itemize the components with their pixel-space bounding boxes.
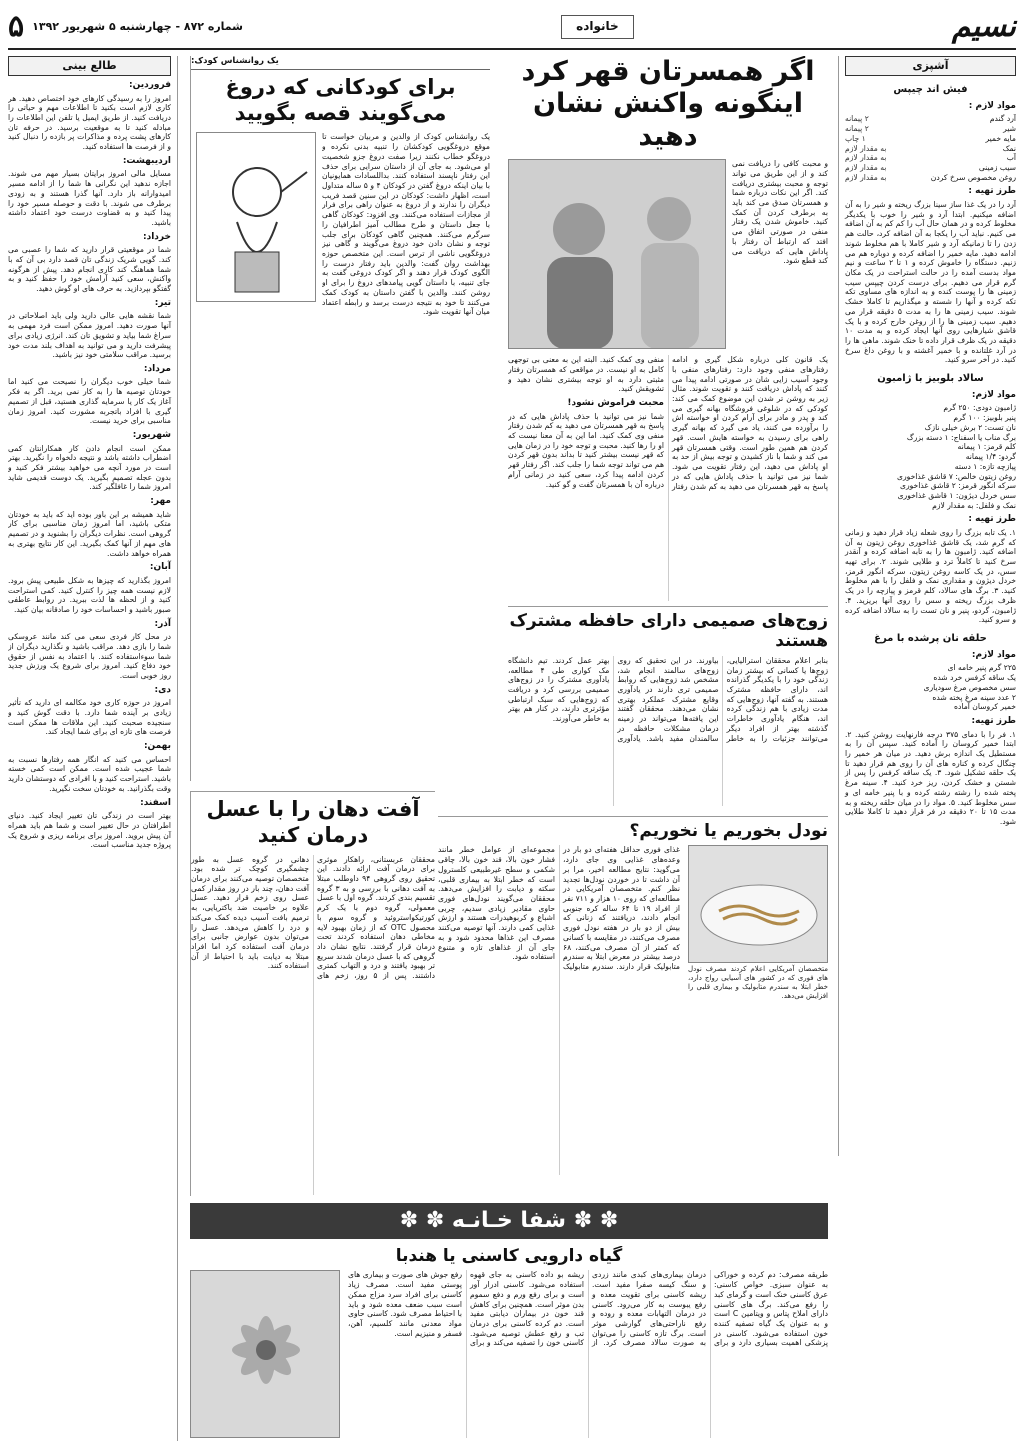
sign-text: احساس می کنید که انگار همه رفتارها نسبت به شما عجیب شده است. ممکن است کمی خسته باشید. استراحت کنید و با افرادی که دوستشان دارید وقت بگذرانید. به خودتان سخت نگیرید. (8, 754, 171, 793)
ingredient-name: مایه خمیر (985, 133, 1016, 143)
ingredient-name: روغن مخصوص سرخ کردن (930, 172, 1016, 182)
couple-photo-graphic (509, 159, 725, 349)
main-article-lead: و محبت کافی را دریافت نمی کند و از این طریق می تواند توجه و محبت بیشتری دریافت کند. اگر این نکات درباره شما و همسرتان صدق می کند باید به برطرف کردن آن کمک کنید. خاموش شدن یک رفتار منفی در صورتی اتفاق می افتد که ارتباط آن رفتار با پاداش هایی که دریافت می کند قطع شود. (732, 159, 828, 266)
ingredient-name: آرد گندم (989, 114, 1016, 124)
middle-region (190, 56, 828, 1443)
children-article-title[interactable]: برای کودکانی که دروغ می‌گویند قصه بگویید (225, 74, 456, 126)
page-number: ۵ (8, 8, 25, 44)
noodle-article (438, 816, 828, 1196)
ingredient-qty: ۱ چاپ (845, 133, 866, 143)
ingredient-item: ژامبون دودی: ۲۵۰ گرم (943, 403, 1016, 413)
ingredient-row (845, 173, 1016, 183)
ingredient-item: پنیر بلوبیز: ۱۰۰ گرم (953, 413, 1016, 423)
children-article-body: یک روانشناس کودک از والدین و مربیان خواست تا موقع دروغگویی کودکشان را تنبیه بدنی نکرده و دروغگو خطاب نکنند زیرا صفت دروغ جزو شخصیت او می‌شود. به جای آن از داستان سرایی برای حذف این رفتار ناپسند استفاده کنند. بداللسادات همایونیان با بیان اینکه دروغ گفتن در کودکان ۴ و ۵ ساله متداول است، اظهار داشت: کودکان در این سنین قصد فریب دیگران را ندارند و از دروغ به عنوان راهی برای فرار از مجازات استفاده می‌کنند. وی افزود: کودکان گاهی با جعل داستان و طرح مطالب آمیز اطرافیان را سرگرم می‌کنند. همچنین گاهی کودکان برای جلب توجه و نشان دادن خود دروغ می‌گویند و گاهی نیز دروغگویی ناشی از ترس است. این متخصص حوزه بهداشت روان گفت: والدین باید رفتار درست را الگوی کودک قرار دهند و اگر کودک دروغی گفت به جای تنبیه، با داستان گویی پیامدهای دروغ را برای او روشن کنند. والدین با گفتن داستان به کودک کمک می‌کنند تا خود به نتیجه درست برسد و رابطه اعتماد میان آنها تقویت شود. (322, 132, 490, 317)
ingredient-item: سس خردل دیژون: ۱ قاشق غذاخوری (897, 490, 1016, 500)
sign-text: شما خیلی خوب دیگران را نصیحت می کنید اما خودتان توصیه ها را به کار نمی برید. اگر به فکر آغاز یک کار یا سرمایه گذاری هستید، قبل از تصمیم گیری با افراد باتجربه مشورت کنید. امروز زمان مناسبی برای خرید نیست. (8, 377, 171, 426)
sign-text: امروز در حوزه کاری خود مکالمه ای دارید که تأثیر زیادی بر آینده شما دارد. با دقت گوش کنید و سنجیده صحبت کنید. این ملاقات ها ممکن است فرصت های تازه ای برای شما ایجاد کند. (8, 698, 171, 737)
dish1-ingredients-label: مواد لازم : (968, 100, 1016, 111)
shafa-khaneh-row (190, 1270, 828, 1438)
dish3-method-label: طرز تهیه: (971, 715, 1016, 726)
dish1-method: آرد را در یک غذا ساز سینا بزرگ ریخته و شیر را به آن اضافه میکنیم. ابتدا آرد و شیر را خوب با یکدیگر مخلوط کرده و در همان حال آب را کم کم به آن اضافه می کنیم. نباید آب را یکجا به آن اضافه کرد، حالت هم زدن را تا زمانیکه آرد و شیر کاملا با هم مخلوط شوند ادامه دهید. مایه خمیر را اضافه کرده و دوباره هم می زنیم. دستگاه را خاموش کرده و ۱ تا ۲ ساعت و نیم مواد بدست آمده را در حالت استراحت در یک مکان گرم قرار می دهیم. برای درست کردن چیپس سیب زمینی ها را پوست کنده و به اندازه های مساوی تکه تکه کرده و آنها را شسته و میگذاریم تا کاملا خشک شوند. سیب زمینی ها را به مدت ۵ دقیقه قرار می دهیم. سیب زمینی ها را از روغن خارج کرده و با یک قاشق شیارهایی روی آنها ایجاد کرده و به مدت ۱۰ دقیقه در یک ظرف قرار داده تا خنک شوند. ماهی ها را در آرد غلتانده و با خمیر آغشته و با روغن داغ سرخ کنید. در آخر سرو کنید. (845, 199, 1016, 365)
ingredient-item: ۲۲۵ گرم پنیر خامه ای (947, 663, 1016, 673)
noodle-photo (688, 845, 828, 963)
dish1-title: فیش اند چیپس (893, 84, 968, 96)
cooking-header: آشپزی (845, 56, 1016, 76)
main-article-body (508, 355, 828, 601)
ingredient-qty: به مقدار لازم (845, 143, 887, 153)
dish2-title: سالاد بلوبیز با ژامبون (877, 373, 984, 385)
shafa-khaneh-body-wrap (348, 1270, 828, 1438)
ingredient-row (845, 163, 1016, 173)
main-article-subhead: محبت فراموش نشود! (567, 398, 664, 409)
dish2-ingredients-label: مواد لازم: (971, 389, 1016, 400)
children-article (190, 56, 490, 781)
ingredient-row (845, 114, 1016, 124)
newspaper-logo[interactable]: نسیم (951, 8, 1016, 44)
noodle-article-body: غذای فوری حداقل هفته‌ای دو بار در وعده‌های غذایی وی جای دارد، می‌گوید: نتایج مطالعه اخیر، مرا بر آن داشت تا در خوردن نودل‌ها تجدید نظر کنم. متخصصان آمریکایی در مطالعه‌ای که روی ۱۰ هزار و ۷۱۱ نفر از افراد ۱۹ تا ۶۴ ساله کره جنوبی انجام دادند، دریافتند که زنانی که بیش از دو بار در هفته نودل فوری مصرف می‌کنند، در مقایسه با کسانی که کمتر از آن مصرف می‌کنند، ۶۸ درصد بیشتر در معرض ابتلا به سندرم متابولیک قرار دارند. سندرم متابولیک مجموعه‌ای از عوامل خطر مانند فشار خون بالا، قند خون بالا، چاقی شکمی و سطح غیرطبیعی کلسترول است که خطر ابتلا به بیماری قلبی، سکته و دیابت را افزایش می‌دهد. محققان می‌گویند نودل‌های فوری حاوی مقادیر زیادی سدیم، چربی اشباع و کربوهیدرات هستند و ارزش غذایی کمی دارند. آنها توصیه می‌کنند مصرف این غذاها محدود شود و به جای آن از غذاهای تازه و متنوع استفاده شود. (438, 845, 680, 972)
ingredient-item: گردو: ۱/۴ پیمانه (965, 452, 1016, 462)
sign-text: ممکن است انجام دادن کار همکارانتان کمی اضطراب داشته باشد و نتیجه دلخواه را نگیرید. بهتر است در مورد آنچه می خواهید بیشتر فکر کنید و بدون عجله تصمیم بگیرید. یک دوست قدیمی شاید امروز شما را غافلگیر کند. (8, 443, 171, 492)
sign-text: شما نقشه هایی عالی دارید ولی باید اصلاحاتی در آنها صورت دهید. امروز ممکن است فرد مهمی به سراغ شما بیاید و تشویق تان کند. انرژی زیادی برای پیشرفت دارید و می توانید به اهداف بلند مدت خود برسید. مراقب سلامتی خود نیز باشید. (8, 311, 171, 360)
sign-name: فروردین: (129, 80, 171, 91)
ingredient-qty: ۲ پیمانه (845, 114, 869, 124)
ingredient-item: پیازچه تازه: ۱ دسته (954, 461, 1016, 471)
sign-name: مهر: (150, 496, 171, 507)
chicory-photo-graphic (191, 1270, 339, 1438)
ingredient-item: ۲ عدد سینه مرغ پخته شده (932, 692, 1016, 702)
chicory-photo (190, 1270, 340, 1438)
main-article (508, 56, 828, 601)
dish3-title: حلقه نان پرشده با مرغ (874, 633, 987, 645)
child-illustration (196, 132, 316, 302)
shafa-khaneh-banner: ✽ ✽ شفا خـانـه ✽ ✽ (190, 1203, 828, 1239)
memory-article-body: بنابر اعلام محققان استرالیایی، زوج‌ها یا کسانی که بیشتر زمان زندگی خود را با یکدیگر گذرانده اند، دارای حافظه مشترک هستند. به گفته آنها، زوج‌هایی که مدت زیادی با هم زندگی کرده اند، هنگام یادآوری خاطرات گذشته بهتر از افراد دیگر می‌توانند جزئیات را به خاطر بیاورند. در این تحقیق که روی زوج‌های سالمند انجام شد، مشخص شد زوج‌هایی که روابط صمیمی تری دارند در یادآوری وقایع مشترک عملکرد بهتری نشان می‌دهند. محققان گفتند این یافته‌ها می‌تواند در زمینه درمان مشکلات حافظه در سالمندان مفید باشد. یادآوری بهتر عمل کردند. تیم دانشگاه مک کواری طی ۴ مطالعه، یادآوری مشترک را در زوج‌های صمیمی بررسی کرد و دریافت که زوج‌هایی که سبک ارتباطی مؤثرتری دارند، در کنار هم بهتر به خاطر می‌آورند. (508, 655, 828, 743)
sign-text: شما در موقعیتی قرار دارید که شما را عصبی می کند. گویی شریک زندگی تان قصد دارد بی آن که با شما هماهنگ کند کاری انجام دهد. پیش از هرگونه واکنش، سعی کنید آرامش خود را حفظ کنید و به گفتگو بپردازید. به حرف های او گوش دهید. (8, 245, 171, 294)
couple-photo (508, 159, 726, 349)
dish1-ingredients (845, 114, 1016, 182)
sign-name: مرداد: (143, 363, 171, 374)
dish3-ingredients-label: مواد لازم: (971, 649, 1016, 660)
sign-name: آبان: (149, 562, 171, 573)
children-illustration-wrap (196, 132, 316, 781)
children-article-kicker: یک روانشناس کودک: (191, 56, 490, 70)
main-article-top (508, 159, 828, 349)
horoscope-column (8, 56, 178, 1441)
dish2-ingredients (845, 403, 1016, 510)
issue-info (8, 8, 243, 46)
ingredient-name: نمک (1002, 143, 1016, 153)
sign-text: در محل کار فردی سعی می کند مانند عروسکی شما را بازی دهد. مراقب باشید و نگذارید دیگران از شما سوءاستفاده کنند. با اعتماد به نفس از حقوق خود دفاع کنید. امروز برای شروع یک ورزش جدید روز خوبی است. (8, 632, 171, 681)
ingredient-name: سیب زمینی (978, 162, 1016, 172)
section-label: خانواده (561, 15, 634, 38)
ingredient-item: برگ مناب یا اسفناج: ۱ دسته بزرگ (906, 432, 1016, 442)
mouth-article-body-wrap (191, 855, 435, 1195)
shafa-khaneh-body: طریقه مصرف: دم کرده و خوراکی به عنوان سبزی. خواص کاسنی: عرق کاسنی خنک است و گرمای کبد را رفع می‌کند. برگ های کاسنی دارای املاح پتاس و ویتامین C است و به عنوان یک گیاه تصفیه کننده خون استفاده می‌شود. کاسنی در پزشکی اهمیت بسیاری دارد و برای درمان بیماری‌های کبدی مانند زردی و سنگ کیسه صفرا مفید است. ریشه کاسنی برای تقویت معده و رفع یبوست به کار می‌رود. کاسنی در درمان التهابات معده و روده و رفع ناراحتی‌های گوارشی موثر است. برگ تازه کاسنی را می‌توان به صورت سالاد مصرف کرد. از ریشه بو داده کاسنی به جای قهوه استفاده می‌شود. کاسنی ادرار آور است و برای رفع ورم و دفع سموم بدن موثر است. همچنین برای کاهش قند خون در بیماران دیابتی مفید است. دم کرده کاسنی برای درمان تب و رفع عطش توصیه می‌شود. کاسنی خون را تصفیه می‌کند و برای رفع جوش های صورت و بیماری های پوستی مفید است. مصرف زیاد کاسنی برای افراد سرد مزاج ممکن است سبب ضعف معده شود و باید با احتیاط مصرف شود. کاسنی حاوی مواد معدنی مانند کلسیم، آهن، فسفر و منیزیم است. (348, 1270, 828, 1348)
main-article-title[interactable]: اگر همسرتان قهر کرد اینگونه واکنش نشان دهید (521, 56, 815, 152)
cooking-column (838, 56, 1016, 1156)
sign-name: بهمن: (143, 741, 171, 752)
ingredient-item: یک ساقه کرفس خرد شده (933, 673, 1016, 683)
sign-name: آذر: (154, 618, 171, 629)
dish2-method-label: طرز تهیه : (968, 514, 1016, 525)
dish2-method: ۱. یک تابه بزرگ را روی شعله زیاد قرار دهید و زمانی که گرم شد، یک قاشق غذاخوری روغن زیتون به آن اضافه کنید. ژامبون ها را به تابه اضافه کرده و آنقدر سرخ کنید تا کاملاً ترد و طلایی شوند. ۲. برای تهیه سس، در یک کاسه روغن زیتون، سرکه انگور قرمز، خردل دیژون و مقداری نمک و فلفل را با هم مخلوط کنید. ۳. برگ های سالاد، کلم قرمز و پیازچه را در یک ظرف بزرگ ریخته و سس را روی آنها بریزید. ۴. ژامبون، گردو، پنیر و نان تست را به سالاد اضافه کرده و سرو کنید. (845, 527, 1016, 625)
sign-name: دی: (154, 684, 171, 695)
main-article-body-p1: یک قانون کلی درباره شکل گیری و ادامه رفتارهای منفی وجود دارد: رفتارهای منفی با وجود آسیب زایی شان در صورتی ادامه پیدا می کنند که پاداش دریافت کنند و تقویت شوند. مثال زیر به روشن تر شدن این موضوع کمک می کند: کودکی که در شلوغی فروشگاه بهانه گیری می کند و پدر و مادر برای آرام کردن او خواسته اش را برآورده می کنند، یاد می گیرد که بهانه گیری راهی برای رسیدن به خواسته هایش است. قهر کردن هم همین طور است. وقتی همسرتان قهر می کند و شما با ناز کشیدن و توجه بیش از حد به او پاداش می دهید، این رفتار تقویت می شود. شما نیز می توانید با حذف پاداش هایی که در پاسخ به قهر همسرتان می دهید به کم شدن رفتار منفی وی کمک کنید. البته این به معنی بی توجهی کامل به او نیست. در مواقعی که همسرتان رفتار مثبتی دارد به او توجه بیشتری نشان دهید و تشویقش کنید. (508, 355, 828, 491)
noodle-photo-caption: متخصصان آمریکایی اعلام کردند مصرف نودل های فوری که در کشور های آسیایی رواج دارد، خطر ابتلا به سندرم متابولیک و بیماری قلبی را افزایش می‌دهد. (688, 965, 828, 1001)
sign-name: اردیبهشت: (122, 155, 171, 166)
ingredient-item: روغن زیتون خالص: ۷ قاشق غذاخوری (897, 471, 1016, 481)
ingredient-item: سرکه انگور قرمز: ۲ قاشق غذاخوری (900, 481, 1016, 491)
ingredient-qty: به مقدار لازم (845, 162, 887, 172)
noodle-photo-wrap (688, 845, 828, 1175)
sign-text: امروز بگذارید که چیزها به شکل طبیعی پیش برود. لازم نیست همه چیز را کنترل کنید. کمی استراحت کنید و از لحظه ها لذت ببرید. در روابط عاطفی صبور باشید و احساسات خود را صادقانه بیان کنید. (8, 575, 171, 614)
masthead (8, 6, 1016, 50)
content-area (8, 56, 1016, 1441)
sign-text: مسایل مالی امروز برایتان بسیار مهم می شوند. اجازه ندهید این نگرانی ها شما را از ادامه مسیر امیدوارانه باز دارد. آنها گذرا هستند و به زودی برطرف می شوند. با دقت و حوصله مسیر خود را پیدا کنید و به قضاوت درست خود اعتماد داشته باشید. (8, 169, 171, 228)
ingredient-row (845, 144, 1016, 154)
dish3-ingredients (845, 663, 1016, 712)
ingredient-qty: ۲ پیمانه (845, 124, 869, 134)
sign-name: خرداد: (142, 231, 171, 242)
shafa-khaneh-title[interactable]: گیاه دارویی کاسنی یا هندبا (395, 1246, 623, 1266)
sign-text: شاید همیشه بر این باور بوده اید که باید به خودتان متکی باشید، اما امروز زمان مناسبی برای کار گروهی است. نظرات دیگران را بشنوید و در تصمیم های مهم از آنها کمک بگیرید. این کار نتایج بهتری به همراه خواهد داشت. (8, 509, 171, 558)
noodle-article-title[interactable]: نودل بخوریم یا نخوریم؟ (629, 821, 828, 841)
ingredient-item: نمک و فلفل: به مقدار لازم (932, 500, 1016, 510)
horoscope-header: طالع بینی (8, 56, 171, 76)
ingredient-row (845, 134, 1016, 144)
ingredient-qty: به مقدار لازم (845, 172, 887, 182)
issue-date: شماره ۸۷۲ - چهارشنبه ۵ شهریور ۱۳۹۲ (32, 19, 243, 33)
ingredient-name: شیر (1003, 124, 1016, 134)
ingredient-qty: به مقدار لازم (845, 153, 887, 163)
ingredient-item: سس مخصوص مرغ سودیاری (923, 682, 1016, 692)
main-article-body-p2: شما نیز می توانید با حذف پاداش هایی که در پاسخ به قهر همسرتان می دهید به کم شدن رفتار منفی وی کمک کنید. اما این به آن معنا نیست که او را رها کنید. محبت و توجه خود را در زمان هایی که قهر نیست بیشتر کنید تا بداند بدون قهر کردن هم می تواند توجه شما را جلب کند. اگر رفتار قهر کردن ادامه پیدا کرد، سعی کنید در زمانی آرام درباره آن با همسرتان گفت و گو کنید. (508, 411, 664, 489)
memory-article-title[interactable]: زوج‌های صمیمی دارای حافظه مشترک هستند (509, 611, 828, 652)
ingredient-row (845, 124, 1016, 134)
children-article-top (191, 132, 490, 781)
child-illustration-graphic (197, 132, 315, 302)
ingredient-row (845, 153, 1016, 163)
noodle-article-body-wrap (438, 845, 680, 1175)
memory-article (508, 606, 828, 806)
shafa-khaneh-article (190, 1246, 828, 1442)
sign-name: اسفند: (140, 797, 171, 808)
mouth-article-body: محققان عربستانی، راهکار موثری برای درمان آفت ارائه دادند. این تحقیق روی گروهی ۹۴ داوطلب مبتلا به آفت دهانی با بررسی و به ۳ گروه تقسیم بندی کردند. گروه اول با عسل معمولی، گروه دوم با یک کرم کورتیکواستروئید و گروه سوم با محصول OTC که از زمان بهبود لایه مخاطی دهان استفاده کردند تحت درمان قرار گرفتند. نتایج نشان داد گروهی که با عسل درمان شدند سریع تر بهبود یافتند و درد و التهاب کمتری داشتند. پس از ۵ روز، زخم های دهانی در گروه عسل به طور چشمگیری کوچک تر شده بود. متخصصان توصیه می‌کنند برای درمان آفت دهان، چند بار در روز مقدار کمی عسل روی زخم قرار دهید. عسل علاوه بر خاصیت ضد باکتریایی، به ترمیم بافت آسیب دیده کمک می‌کند و درد را کاهش می‌دهد. عسل را می‌توان بدون عوارض جانبی برای درمان آفت استفاده کرد اما افراد مبتلا به دیابت باید با احتیاط از آن استفاده کنند. (191, 854, 435, 981)
noodle-article-row (438, 845, 828, 1175)
sign-text: بهتر است در زندگی تان تغییر ایجاد کنید. دنیای اطرافتان در حال تغییر است و شما هم باید همراه آن پیش بروید. امروز برای برنامه ریزی و شروع یک پروژه جدید مناسب است. (8, 811, 171, 850)
noodle-photo-graphic (689, 845, 827, 963)
sign-name: شهریور: (132, 430, 171, 441)
mouth-article (190, 791, 435, 1196)
mouth-article-title[interactable]: آفت دهان را با عسل درمان کنید (206, 797, 420, 848)
dish1-method-label: طرز تهیه : (968, 186, 1016, 197)
ingredient-name: آب (1006, 153, 1016, 163)
dish3-method: ۱. فر را با دمای ۳۷۵ درجه فارنهایت روشن کنید. ۲. ابتدا خمیر کروسان را آماده کنید. سپس آن را به مستطیل یک اندازه برش دهید. در میان هر خمیر را چنگال کرده و کناره های آن را روی هم قرار دهید تا یک حلقه تشکیل شود. ۳. یک ساقه کرفس را پس از شستن و خشک کردن، ریز خرد کنید. ۴. سینه مرغ پخته شده را رشته رشته کرده و با پنیر خامه ای و سس مخلوط کنید. ۵. مواد را در میان حلقه ریخته و به مدت ۱۵ تا ۲۰ دقیقه در فر قرار دهید تا کاملا طلایی شود. (845, 729, 1016, 826)
sign-text: امروز را به رسیدگی کارهای خود اختصاص دهید. هر کاری لازم است بکنید تا اطلاعات مهم و حیاتی را دریافت کنید. از طریق ایمیل یا تلفن این اطلاعات را مبادله کنید تا به موقعیت برسید. در حرفه تان کارهای پشت پرده و مذاکرات پر بازده را دنبال کنید و از فرصت ها استفاده کنید. (8, 93, 171, 152)
memory-article-body-wrap (508, 656, 828, 806)
sign-name: تیر: (154, 297, 171, 308)
ingredient-item: خمیر کروسان آماده (954, 702, 1016, 712)
ingredient-item: نان تست: ۲ برش خیلی نازک (924, 422, 1016, 432)
ingredient-item: کلم قرمز: ۱ پیمانه (957, 442, 1016, 452)
